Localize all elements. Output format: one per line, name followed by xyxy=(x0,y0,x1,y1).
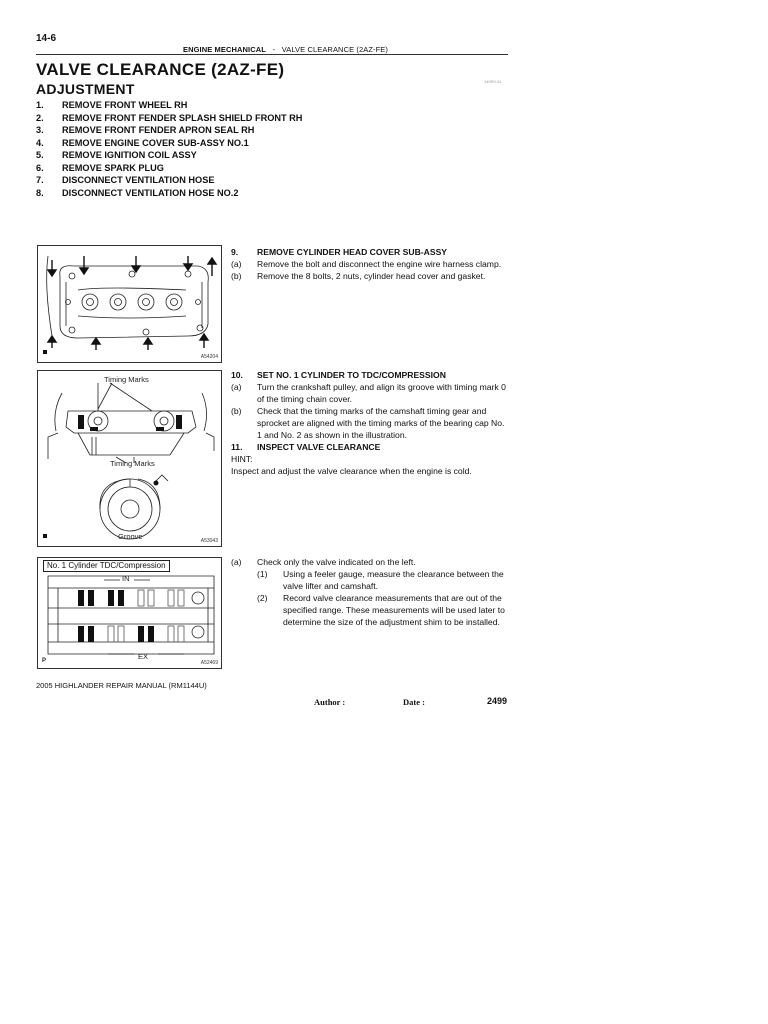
illustration-corner-mark xyxy=(43,350,47,354)
step-heading-text: SET NO. 1 CYLINDER TO TDC/COMPRESSION xyxy=(257,370,446,380)
step-number: 8. xyxy=(36,187,44,198)
item-mark: (b) xyxy=(231,406,242,416)
item-text: Record valve clearance measurements that are out of the specified range. These measurements will be used later to determine the size of the adjustment shim to be installed. xyxy=(283,593,505,627)
step11-heading xyxy=(231,441,509,453)
step-text: REMOVE IGNITION COIL ASSY xyxy=(62,150,197,160)
step-number: 5. xyxy=(36,150,44,160)
valve-layout-illustration xyxy=(38,558,221,668)
item-mark: (a) xyxy=(231,557,242,567)
item-mark: (b) xyxy=(231,271,242,281)
item-mark: (1) xyxy=(257,569,268,579)
step-number: 1. xyxy=(36,100,44,110)
figure-timing-marks xyxy=(37,370,222,547)
head-cover-illustration xyxy=(38,246,221,362)
step-number: 2. xyxy=(36,112,44,123)
figure-head-cover xyxy=(37,245,222,363)
timing-illustration xyxy=(38,371,221,546)
step9-item-b xyxy=(231,270,509,282)
step-text: REMOVE FRONT FENDER SPLASH SHIELD FRONT RH xyxy=(62,112,303,123)
corner-code: 140R0-01 xyxy=(484,79,502,84)
item-mark: (a) xyxy=(231,259,242,269)
page-number: 14-6 xyxy=(36,33,57,44)
step-number: 3. xyxy=(36,125,44,135)
step-text: REMOVE FRONT FENDER APRON SEAL RH xyxy=(62,125,255,135)
item-mark: (a) xyxy=(231,382,242,392)
footer-manual: 2005 HIGHLANDER REPAIR MANUAL (RM1144U) xyxy=(36,681,207,690)
step9-block xyxy=(231,246,509,282)
step11-subitem-1 xyxy=(231,568,509,592)
step-number: 10. xyxy=(231,370,243,380)
step-number: 4. xyxy=(36,137,44,148)
figure-corner-letter: P xyxy=(42,658,47,664)
header-separator: - xyxy=(272,45,276,54)
step-row xyxy=(36,162,302,175)
step9-heading xyxy=(231,246,509,258)
step-number: 11. xyxy=(231,442,243,452)
step-text: REMOVE FRONT WHEEL RH xyxy=(62,100,188,110)
label-groove: Groove xyxy=(118,532,143,541)
item-text: Using a feeler gauge, measure the clearance between the valve lifter and camshaft. xyxy=(283,569,504,591)
step-heading-text: INSPECT VALVE CLEARANCE xyxy=(257,442,381,452)
step-text: REMOVE ENGINE COVER SUB-ASSY NO.1 xyxy=(62,137,249,148)
figure-caption: No. 1 Cylinder TDC/Compression xyxy=(47,561,166,570)
step11-item-a xyxy=(231,556,509,568)
step-row xyxy=(36,112,302,125)
step11-subitem-2 xyxy=(231,592,509,628)
illustration-corner-mark xyxy=(43,534,47,538)
step-number: 7. xyxy=(36,175,44,185)
step-row xyxy=(36,99,302,112)
step10-heading xyxy=(231,369,509,381)
step-number: 6. xyxy=(36,162,44,173)
footer-author-label: Author : xyxy=(314,697,346,707)
item-text: Check that the timing marks of the camshaft timing gear and sprocket are aligned with the timing marks of the bearing cap No. 1 and No. 2 as shown in the illustration. xyxy=(257,406,505,440)
hint-label: HINT: xyxy=(231,454,253,464)
step-row xyxy=(36,174,302,187)
label-timing-marks-mid: Timing Marks xyxy=(110,459,155,468)
hint-text: Inspect and adjust the valve clearance when the engine is cold. xyxy=(231,466,472,476)
item-text: Remove the bolt and disconnect the engine wire harness clamp. xyxy=(257,259,502,269)
step-row xyxy=(36,124,302,137)
step-row xyxy=(36,137,302,150)
footer-date-label: Date : xyxy=(403,697,425,707)
label-exhaust: EX xyxy=(138,652,149,661)
item-text: Check only the valve indicated on the left. xyxy=(257,557,416,567)
step10-11-block xyxy=(231,369,509,477)
item-text: Remove the 8 bolts, 2 nuts, cylinder head cover and gasket. xyxy=(257,271,486,281)
step10-item-b xyxy=(231,405,509,441)
step9-item-a xyxy=(231,258,509,270)
page-title: VALVE CLEARANCE (2AZ-FE) xyxy=(36,60,285,79)
footer-page-number: 2499 xyxy=(487,696,508,706)
figure-code: A54204 xyxy=(200,354,218,360)
step11-items-block xyxy=(231,556,509,628)
step-row xyxy=(36,187,302,200)
header-rule xyxy=(36,54,508,55)
label-intake: IN xyxy=(122,574,130,583)
step-text: DISCONNECT VENTILATION HOSE NO.2 xyxy=(62,187,239,198)
item-mark: (2) xyxy=(257,593,268,603)
step-heading-text: REMOVE CYLINDER HEAD COVER SUB-ASSY xyxy=(257,247,448,257)
step-text: REMOVE SPARK PLUG xyxy=(62,162,164,173)
step-text: DISCONNECT VENTILATION HOSE xyxy=(62,175,215,185)
header-section: ENGINE MECHANICAL xyxy=(183,45,266,54)
label-timing-marks-top: Timing Marks xyxy=(104,375,149,384)
step-row xyxy=(36,149,302,162)
figure-valve-layout xyxy=(37,557,222,669)
step-list xyxy=(36,99,302,199)
header-subsection: VALVE CLEARANCE (2AZ-FE) xyxy=(281,45,388,54)
step-number: 9. xyxy=(231,247,239,257)
running-header xyxy=(183,45,388,54)
section-subtitle: ADJUSTMENT xyxy=(36,81,135,97)
step10-item-a xyxy=(231,381,509,405)
figure-code: A53043 xyxy=(200,538,218,544)
item-text: Turn the crankshaft pulley, and align its groove with timing mark 0 of the timing chain cover. xyxy=(257,382,506,404)
figure-code: A52469 xyxy=(200,660,218,666)
